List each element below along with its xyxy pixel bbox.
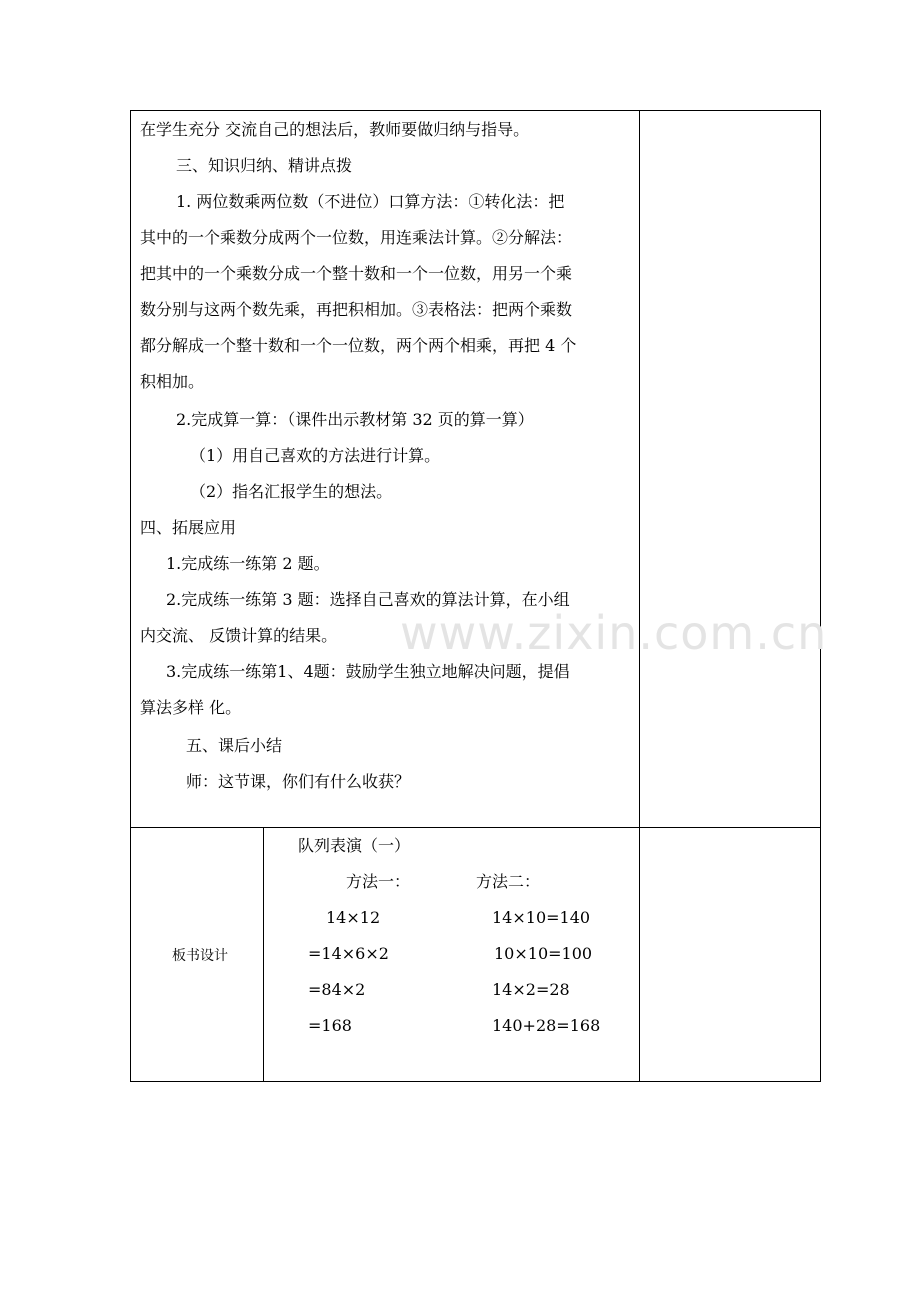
method-two-heading: 方法二： xyxy=(476,872,541,891)
text-line: （2）指名汇报学生的想法。 xyxy=(190,482,393,501)
text-line: 1. 两位数乘两位数（不进位）口算方法：①转化法：把 xyxy=(176,192,565,211)
text-line: 2.完成算一算：（课件出示教材第 32 页的算一算） xyxy=(176,410,534,429)
text-line: 内交流、 反馈计算的结果。 xyxy=(140,626,338,645)
section-heading: 三、知识归纳、精讲点拨 xyxy=(176,156,353,175)
method-one-step: =14×6×2 xyxy=(308,944,389,963)
board-design-label: 板书设计 xyxy=(172,948,228,964)
text-line: 积相加。 xyxy=(140,372,205,391)
method-one-step: =168 xyxy=(308,1016,352,1035)
text-line: 都分解成一个整十数和一个一位数，两个两个相乘，再把 4 个 xyxy=(140,336,577,355)
text-line: 师：这节课，你们有什么收获？ xyxy=(186,772,411,791)
text-line: 3.完成练一练第1、4题：鼓励学生独立地解决问题，提倡 xyxy=(166,662,570,681)
watermark: www.zixin.com.cn xyxy=(400,606,828,660)
text-line: 把其中的一个乘数分成一个整十数和一个一位数，用另一个乘 xyxy=(140,264,573,283)
text-line: 1.完成练一练第 2 题。 xyxy=(166,554,330,573)
text-line: 其中的一个乘数分成两个一位数，用连乘法计算。②分解法： xyxy=(140,228,573,247)
text-line: 2.完成练一练第 3 题：选择自己喜欢的算法计算，在小组 xyxy=(166,590,570,609)
text-line: （1）用自己喜欢的方法进行计算。 xyxy=(190,446,441,465)
method-one-step: 14×12 xyxy=(326,908,381,927)
section-heading: 五、课后小结 xyxy=(186,736,283,755)
method-two-step: 14×2=28 xyxy=(492,980,570,999)
method-two-step: 14×10=140 xyxy=(492,908,591,927)
text-line: 算法多样 化。 xyxy=(140,698,242,717)
section-heading: 四、拓展应用 xyxy=(140,518,237,537)
notes-cell-lower xyxy=(639,827,821,1082)
method-two-step: 10×10=100 xyxy=(494,944,593,963)
method-one-step: =84×2 xyxy=(308,980,366,999)
notes-cell-upper xyxy=(639,110,821,828)
method-one-heading: 方法一： xyxy=(346,872,411,891)
method-two-step: 140+28=168 xyxy=(492,1016,601,1035)
board-title: 队列表演（一） xyxy=(298,836,411,855)
lesson-content-cell xyxy=(130,110,640,828)
text-line: 数分别与这两个数先乘，再把积相加。③表格法：把两个乘数 xyxy=(140,300,573,319)
text-line: 在学生充分 交流自己的想法后，教师要做归纳与指导。 xyxy=(140,120,530,139)
